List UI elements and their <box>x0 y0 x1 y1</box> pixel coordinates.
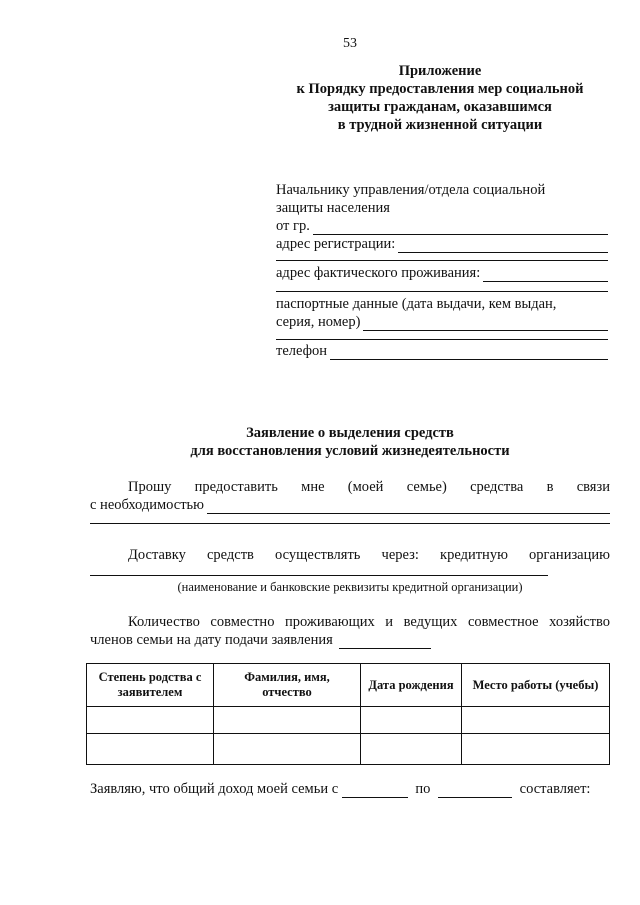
appendix-line: Приложение <box>398 63 482 79</box>
table-cell[interactable] <box>214 734 361 765</box>
table-row <box>87 707 610 734</box>
title-line: для восстановления условий жизнедеятельности <box>190 443 510 459</box>
table-cell[interactable] <box>361 734 462 765</box>
word: семье) <box>406 479 447 495</box>
registration-label: адрес регистрации: <box>276 236 396 252</box>
phone-row <box>276 342 608 360</box>
column-header-birthdate: Дата рождения <box>361 664 462 707</box>
from-label: от гр. <box>276 218 310 234</box>
word: и <box>385 614 394 630</box>
column-header-relation: Степень родства с заявителем <box>87 664 214 707</box>
column-header-workplace: Место работы (учебы) <box>462 664 610 707</box>
members-paragraph <box>90 613 610 649</box>
word: в <box>546 479 554 495</box>
table-cell[interactable] <box>361 707 462 734</box>
from-row <box>276 217 608 235</box>
word: средства <box>470 479 524 495</box>
actual-address-row <box>276 264 608 282</box>
request-line <box>90 478 610 496</box>
phone-label: телефон <box>276 343 328 359</box>
addressee-line: защиты населения <box>276 200 390 216</box>
necessity-field-2[interactable] <box>90 523 610 524</box>
appendix-header <box>270 62 610 134</box>
delivery-line <box>90 546 610 564</box>
table-row <box>87 734 610 765</box>
registration-row <box>276 235 608 253</box>
word: совместно <box>210 614 275 630</box>
registration-field-2[interactable] <box>276 260 608 261</box>
page-number: 53 <box>343 36 357 51</box>
bank-hint: (наименование и банковские реквизиты кредитной организации) <box>177 580 523 594</box>
word: совместное <box>467 614 539 630</box>
income-label: Заявляю, что общий доход моей семьи с <box>90 781 339 797</box>
members-count-label: членов семьи на дату подачи заявления <box>90 632 333 648</box>
word: мне <box>301 479 325 495</box>
delivery-paragraph <box>90 546 610 596</box>
table-cell[interactable] <box>462 707 610 734</box>
passport-label-2: серия, номер) <box>276 314 361 330</box>
bank-field[interactable] <box>90 575 548 576</box>
appendix-line: к Порядку предоставления мер социальной <box>296 81 584 97</box>
income-from-field[interactable] <box>342 783 408 798</box>
table-cell[interactable] <box>462 734 610 765</box>
family-members-table <box>86 663 610 765</box>
passport-field[interactable] <box>363 316 608 331</box>
passport-field-2[interactable] <box>276 339 608 340</box>
word: связи <box>576 479 610 495</box>
appendix-line: в трудной жизненной ситуации <box>337 117 543 133</box>
actual-address-field-2[interactable] <box>276 291 608 292</box>
addressee-block <box>276 181 608 360</box>
phone-field[interactable] <box>330 345 608 360</box>
word: (моей <box>347 479 384 495</box>
word: Количество <box>128 614 200 630</box>
members-count-field[interactable] <box>339 634 431 649</box>
word: Прошу <box>128 479 172 495</box>
passport-row <box>276 313 608 331</box>
request-paragraph <box>90 478 610 524</box>
necessity-field[interactable] <box>207 499 610 514</box>
addressee-line: Начальнику управления/отдела социальной <box>276 182 546 198</box>
word: Доставку <box>128 547 186 563</box>
word: средств <box>206 547 254 563</box>
actual-address-label: адрес фактического проживания: <box>276 265 481 281</box>
word: хозяйство <box>549 614 610 630</box>
title-line: Заявление о выделения средств <box>246 425 454 441</box>
word: предоставить <box>194 479 278 495</box>
from-field[interactable] <box>313 220 608 235</box>
word: осуществлять <box>275 547 361 563</box>
table-cell[interactable] <box>87 734 214 765</box>
necessity-label: с необходимостью <box>90 497 205 513</box>
column-header-name: Фамилия, имя, отчество <box>214 664 361 707</box>
passport-label: паспортные данные (дата выдачи, кем выдан, <box>276 296 557 312</box>
appendix-line: защиты гражданам, оказавшимся <box>328 99 552 115</box>
income-amount-label: составляет: <box>519 781 591 797</box>
word: кредитную <box>440 547 508 563</box>
income-to-field[interactable] <box>438 783 512 798</box>
table-cell[interactable] <box>214 707 361 734</box>
word: через: <box>381 547 419 563</box>
actual-address-field[interactable] <box>483 267 608 282</box>
members-line <box>90 613 610 631</box>
registration-field[interactable] <box>398 238 608 253</box>
word: ведущих <box>403 614 458 630</box>
table-cell[interactable] <box>87 707 214 734</box>
document-title <box>90 424 610 460</box>
word: организацию <box>529 547 610 563</box>
table-header-row <box>87 664 610 707</box>
necessity-row <box>90 496 610 514</box>
word: проживающих <box>284 614 375 630</box>
income-by-label: по <box>415 781 431 797</box>
income-line <box>90 780 610 798</box>
members-count-row <box>90 631 610 649</box>
